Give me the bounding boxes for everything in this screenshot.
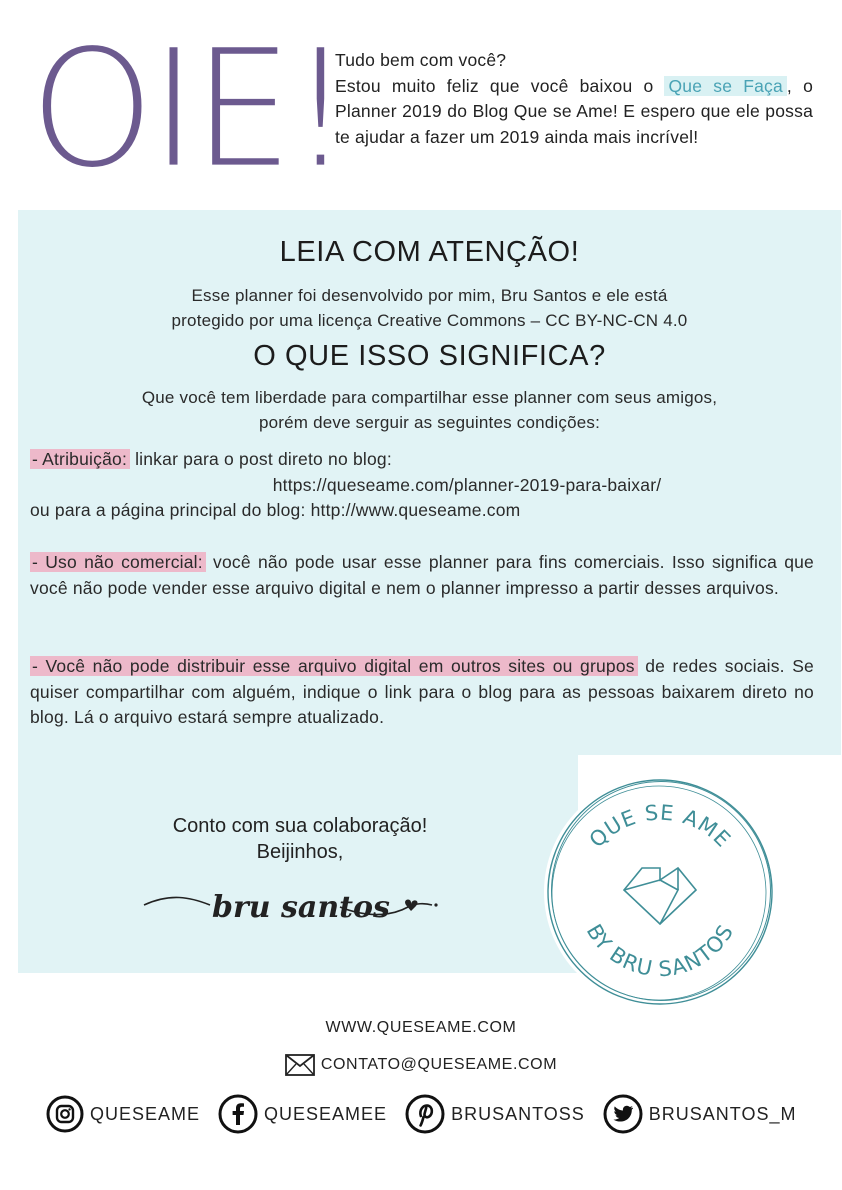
social-facebook[interactable]	[218, 1094, 387, 1134]
blog-homepage-text: ou para a página principal do blog: http://www.queseame.com	[30, 500, 521, 520]
planner-name-highlight: Que se Faça	[664, 76, 786, 96]
meaning-line-1: Que você tem liberdade para compartilhar esse planner com seus amigos,	[141, 388, 718, 407]
social-pinterest[interactable]	[405, 1094, 585, 1134]
intro-paragraph	[335, 48, 813, 150]
email-text: CONTATO@QUESEAME.COM	[320, 1056, 558, 1073]
meaning-text	[18, 385, 841, 435]
condition-no-distribution-text: de redes sociais. Se quiser compartilhar com alguém, indique o link para o blog para as pessoas baixarem direto no blog. Lá o arquivo estará sempre atualizado.	[30, 656, 814, 727]
intro-comma: ,	[786, 75, 792, 96]
signature-text: bru santos	[212, 890, 390, 925]
badge-bottom-text: BY BRU SANTOS	[581, 920, 739, 982]
condition-noncommercial-label: - Uso não comercial:	[30, 552, 206, 572]
meaning-line-2: porém deve serguir as seguintes condições:	[258, 413, 601, 432]
condition-attribution-text: linkar para o post direto no blog:	[130, 449, 392, 469]
pinterest-icon	[405, 1094, 445, 1134]
condition-noncommercial	[30, 550, 814, 601]
signoff-line-2: Beijinhos,	[256, 841, 344, 863]
instagram-icon	[46, 1095, 84, 1133]
condition-noncommercial-text: você não pode usar esse planner para fins comerciais. Isso significa que você não pode vender esse arquivo digital e nem o planner impresso a partir desses arquivos.	[30, 552, 814, 598]
facebook-icon	[218, 1094, 258, 1134]
condition-attribution-label: - Atribuição:	[30, 449, 130, 469]
twitter-icon	[603, 1094, 643, 1134]
facebook-handle: QUESEAMEE	[264, 1103, 388, 1124]
big-greeting: OIE!	[30, 15, 349, 204]
license-text	[18, 283, 841, 333]
license-line-2: protegido por uma licença Creative Commons – CC BY-NC-CN 4.0	[171, 311, 688, 330]
intro-line-2: Estou muito feliz que você baixou o	[335, 75, 665, 96]
social-instagram[interactable]	[46, 1095, 200, 1133]
post-url-link[interactable]: https://queseame.com/planner-2019-para-baixar/	[272, 474, 662, 495]
notice-title: LEIA COM ATENÇÃO!	[279, 236, 580, 268]
condition-attribution	[30, 447, 814, 524]
email-contact[interactable]	[0, 1054, 842, 1076]
badge-top-text: QUE SE AME	[584, 800, 736, 853]
social-twitter[interactable]	[603, 1094, 797, 1134]
notice-subtitle: O QUE ISSO SIGNIFICA?	[253, 340, 606, 372]
social-links	[46, 1094, 816, 1134]
pinterest-handle: BRUSANTOSS	[451, 1103, 585, 1124]
condition-no-distribution-label: - Você não pode distribuir esse arquivo digital em outros sites ou grupos	[30, 656, 638, 676]
condition-no-distribution	[30, 654, 814, 731]
twitter-handle: BRUSANTOS_M	[648, 1103, 797, 1124]
intro-rest: o Planner 2019 do Blog Que se Ame! E espero que ele possa te ajudar a fazer um 2019 ainda mais incrível!	[335, 75, 814, 147]
license-line-1: Esse planner foi desenvolvido por mim, Bru Santos e ele está	[191, 286, 668, 305]
instagram-handle: QUESEAME	[90, 1103, 201, 1124]
signoff	[120, 813, 480, 865]
envelope-icon	[285, 1054, 315, 1076]
signoff-line-1: Conto com sua colaboração!	[172, 815, 428, 837]
intro-line-1: Tudo bem com você?	[335, 50, 507, 70]
website-link[interactable]: WWW.QUESEAME.COM	[325, 1019, 517, 1036]
signature-image	[140, 875, 450, 935]
que-se-ame-badge	[540, 772, 780, 1012]
